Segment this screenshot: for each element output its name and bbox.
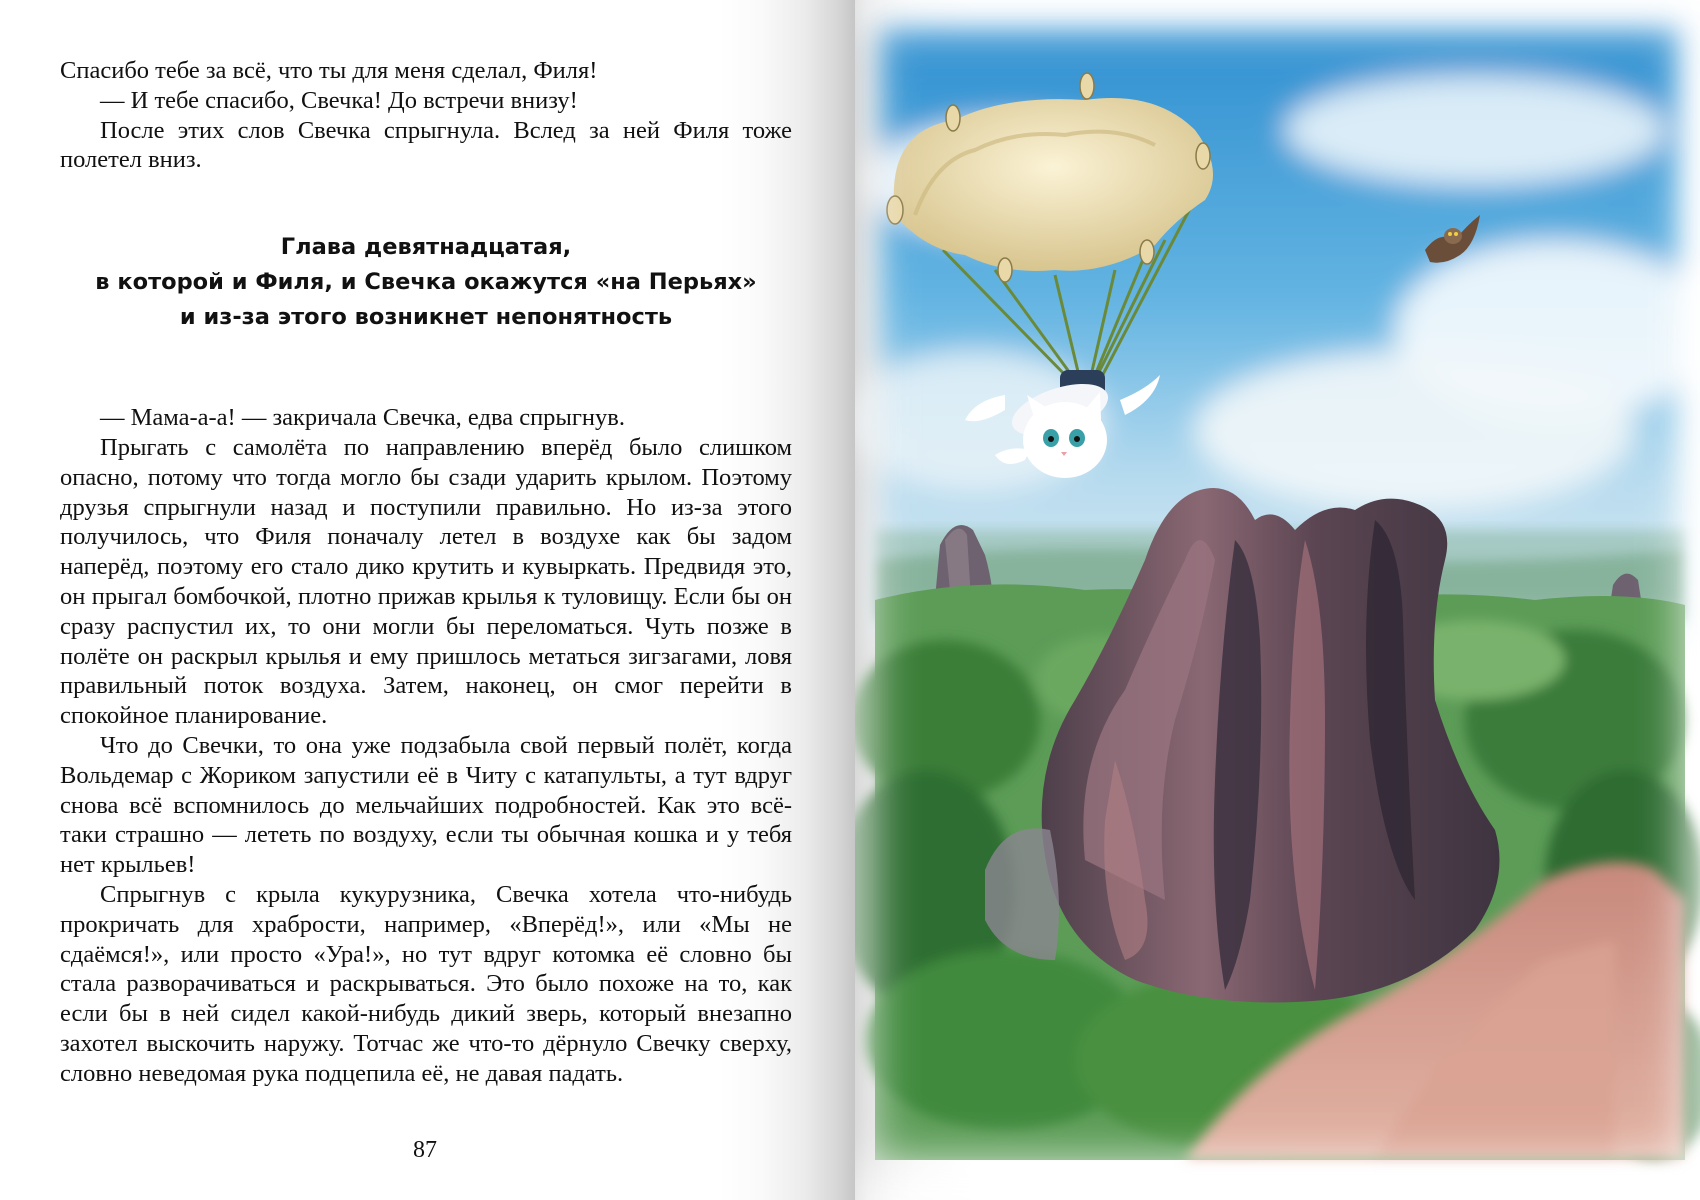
- chapter-heading-line: Глава девятнадцатая,: [280, 234, 572, 261]
- page-number: 87: [413, 1137, 437, 1163]
- paragraph: Что до Свечки, то она уже подзабыла свой первый полёт, когда Вольдемар с Жориком запустили её в Читу с катапульты, а тут вдруг снова всё вспомнилось до мельчайших подробностей. Как это всё-таки страшно — лететь по воздуху, если ты обычная кошка и у тебя нет крыльев!: [60, 731, 792, 879]
- page-text: [60, 56, 792, 1089]
- paragraph: После этих слов Свечка спрыгнула. Вслед за ней Филя тоже полетел вниз.: [60, 116, 792, 174]
- paragraph: Прыгать с самолёта по направлению вперёд было слишком опасно, потому что тогда могло бы сзади ударить крылом. Поэтому друзья спрыгнули назад и поступили правильно. Но из-за этого получилось, что Филя поначалу летел в воздухе как бы задом наперёд, поэтому его стало дико крутить и кувыркать. Предвидя это, он прыгал бомбочкой, плотно прижав крылья к туловищу. Если бы он сразу распустил их, то они могли бы переломаться. Чуть позже в полёте он раскрыл крылья и ему пришлось метаться зигзагами, ловя правильный поток воздуха. Затем, наконец, он смог перейти в спокойное планирование.: [60, 433, 792, 730]
- chapter-heading: [60, 230, 792, 335]
- paragraph: — И тебе спасибо, Свечка! До встречи внизу!: [100, 86, 578, 114]
- chapter-heading-line: и из-за этого возникнет непонятность: [179, 304, 673, 331]
- paragraph: — Мама-а-а! — закричала Свечка, едва спрыгнув.: [100, 404, 625, 432]
- illustration: [855, 0, 1700, 1200]
- text-section-before-heading: [60, 56, 792, 175]
- chapter-heading-line: в которой и Филя, и Свечка окажутся «на Перьях»: [95, 269, 757, 296]
- paragraph: Спрыгнув с крыла кукурузника, Свечка хотела что-нибудь прокричать для храбрости, например, «Вперёд!», или «Мы не сдаёмся!», или просто «Ура!», но тут вдруг котомка её словно бы стала разворачиваться и раскрываться. Это было похоже на то, как если бы в ней сидел какой-нибудь дикий зверь, который внезапно захотел выскочить наружу. Тотчас же что-то дёрнуло Свечку сверху, словно неведомая рука подцепила её, не давая падать.: [60, 880, 792, 1087]
- right-page: [855, 0, 1700, 1200]
- text-section-after-heading: [60, 403, 792, 1088]
- paragraph: Спасибо тебе за всё, что ты для меня сделал, Филя!: [60, 57, 598, 84]
